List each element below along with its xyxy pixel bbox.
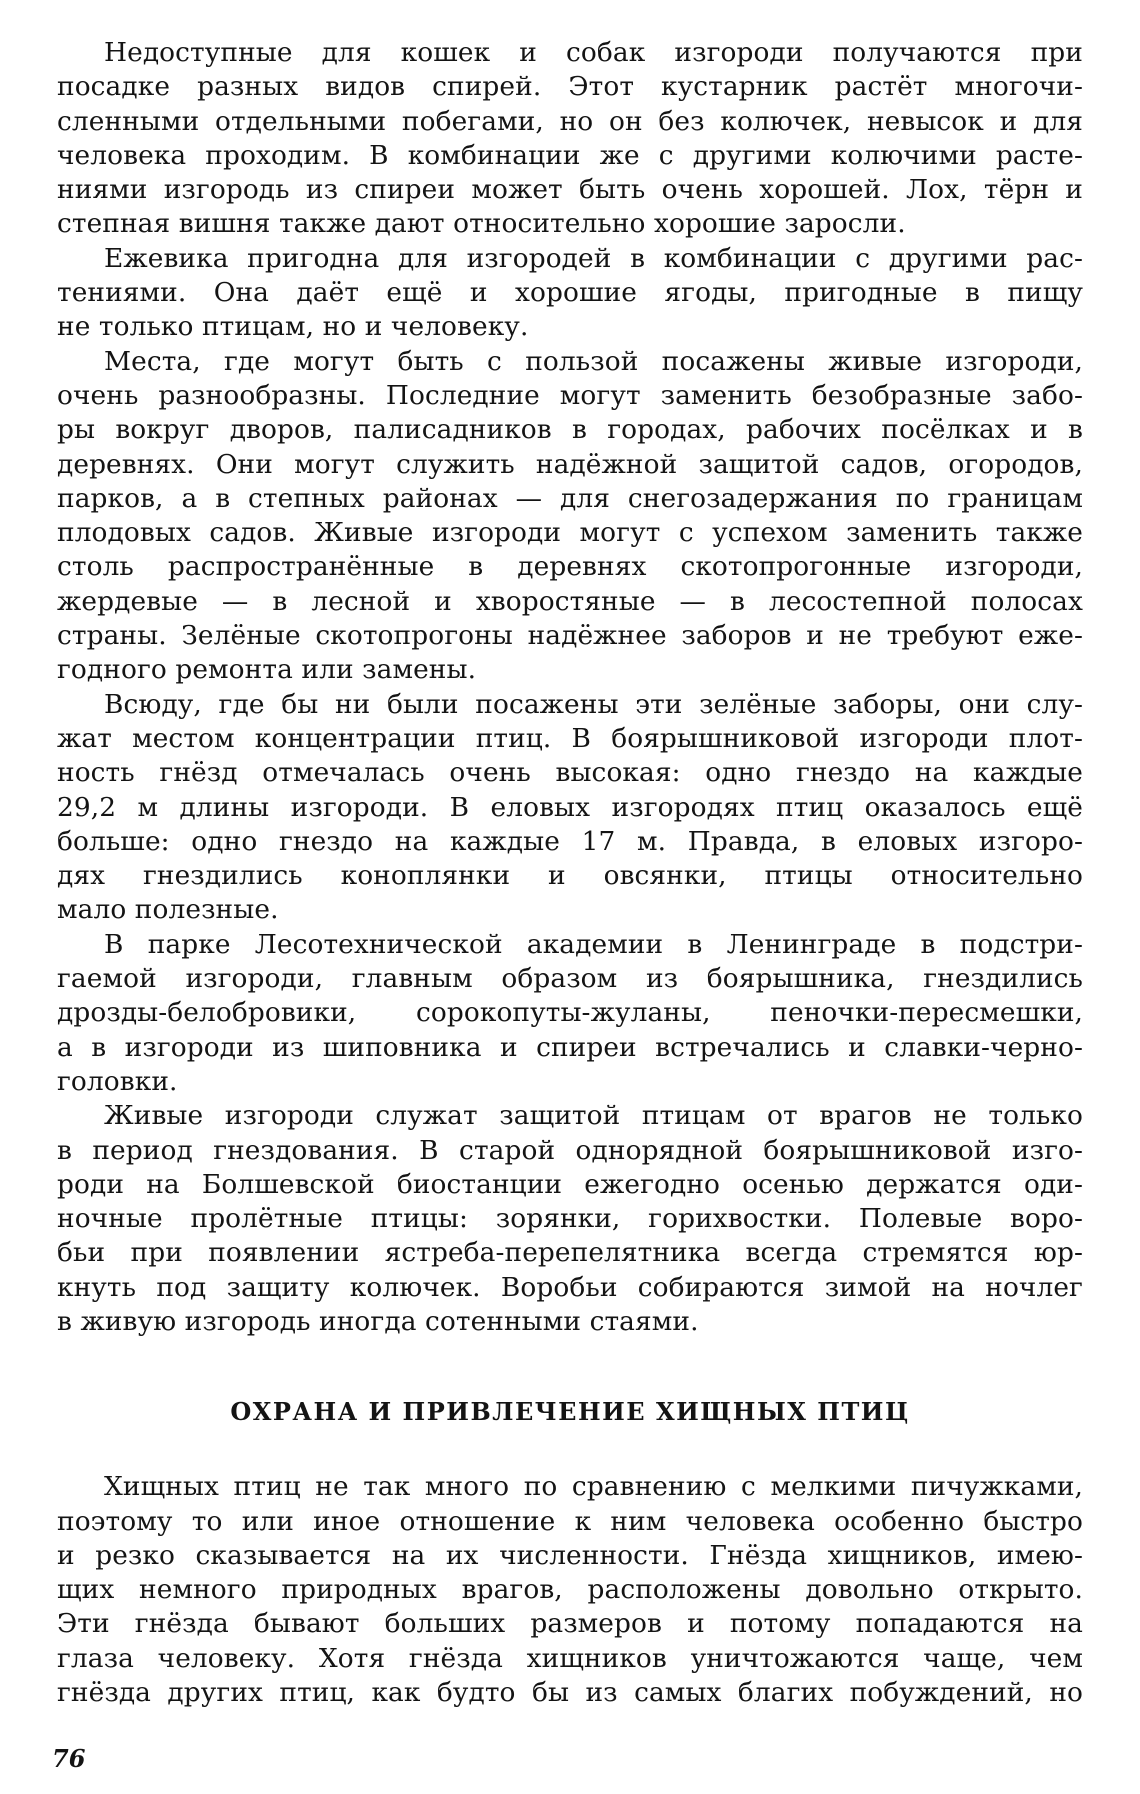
text-line: Живые изгороди служат защитой птицам от врагов не только (104, 1100, 1083, 1132)
text-line: В парке Лесотехнической академии в Ленинграде в подстри- (104, 928, 1083, 960)
text-line: парков, а в степных районах — для снегозадержания по границам (57, 482, 1083, 514)
text-line: бьи при появлении ястреба-перепелятника всегда стремятся юр- (57, 1237, 1083, 1269)
text-line: не только птицам, но и человеку. (57, 311, 529, 343)
paragraph-blackberry (57, 242, 1083, 345)
paragraph-protection (57, 1099, 1083, 1339)
text-line: Хищных птиц не так много по сравнению с мелкими пичужками, (104, 1471, 1083, 1503)
text-line: ночные пролётные птицы: зорянки, горихвостки. Полевые воро- (57, 1203, 1083, 1235)
section-heading: ОХРАНА И ПРИВЛЕЧЕНИЕ ХИЩНЫХ ПТИЦ (230, 1397, 910, 1427)
text-line: гаемой изгороди, главным образом из боярышника, гнездились (57, 963, 1083, 995)
text-line: щих немного природных врагов, расположены довольно открыто. (57, 1574, 1083, 1606)
text-line: и резко сказывается на их численности. Гнёзда хищников, имею- (57, 1539, 1083, 1571)
page-body (57, 36, 1083, 1710)
text-line: Ежевика пригодна для изгородей в комбинации с другими рас- (104, 242, 1083, 274)
text-line: поэтому то или иное отношение к ним человека особенно быстро (57, 1505, 1083, 1537)
text-line: Места, где могут быть с пользой посажены живые изгороди, (104, 345, 1083, 377)
text-line: Всюду, где бы ни были посажены эти зелёные заборы, они слу- (104, 688, 1083, 720)
text-line: страны. Зелёные скотопрогоны надёжнее заборов и не требуют еже- (57, 620, 1083, 652)
text-line: в период гнездования. В старой однорядной боярышниковой изго- (57, 1134, 1083, 1166)
page-number: 76 (52, 1744, 86, 1773)
paragraph-forestry-academy (57, 928, 1083, 1099)
text-line: жат местом концентрации птиц. В боярышниковой изгороди плот- (57, 722, 1083, 754)
text-line: годного ремонта или замены. (57, 654, 477, 686)
text-line: в живую изгородь иногда сотенными стаями. (57, 1305, 699, 1337)
text-line: роди на Болшевской биостанции ежегодно осенью держатся оди- (57, 1168, 1083, 1200)
paragraph-bird-concentration (57, 688, 1083, 928)
text-line: глаза человеку. Хотя гнёзда хищников уничтожаются чаще, чем (57, 1642, 1083, 1674)
text-line: ниями изгородь из спиреи может быть очень хорошей. Лох, тёрн и (57, 174, 1083, 206)
paragraph-raptors (57, 1470, 1083, 1710)
text-line: кнуть под защиту колючек. Воробьи собираются зимой на ночлег (57, 1271, 1083, 1303)
paragraph-hedge-places (57, 345, 1083, 688)
text-line: мало полезные. (57, 894, 279, 926)
text-line: посадке разных видов спирей. Этот кустарник растёт многочи- (57, 71, 1083, 103)
text-line: Эти гнёзда бывают больших размеров и потому попадаются на (57, 1608, 1083, 1640)
text-line: дях гнездились коноплянки и овсянки, птицы относительно (57, 860, 1083, 892)
text-line: Недоступные для кошек и собак изгороди получаются при (104, 37, 1083, 68)
text-line: ры вокруг дворов, палисадников в городах, рабочих посёлках и в (57, 414, 1083, 446)
text-line: степная вишня также дают относительно хорошие заросли. (57, 208, 906, 240)
text-line: больше: одно гнездо на каждые 17 м. Правда, в еловых изгоро- (57, 825, 1083, 857)
text-line: жердевые — в лесной и хворостяные — в лесостепной полосах (57, 585, 1083, 617)
text-line: плодовых садов. Живые изгороди могут с успехом заменить также (57, 517, 1083, 549)
text-line: сленными отдельными побегами, но он без колючек, невысок и для (57, 105, 1083, 137)
paragraph-spirea (57, 36, 1083, 242)
text-line: 29,2 м длины изгороди. В еловых изгородях птиц оказалось ещё (57, 791, 1083, 823)
text-line: человека проходим. В комбинации же с другими колючими расте- (57, 139, 1083, 171)
text-line: гнёзда других птиц, как будто бы из самых благих побуждений, но (57, 1677, 1083, 1709)
text-line: ность гнёзд отмечалась очень высокая: одно гнездо на каждые (57, 757, 1083, 789)
text-line: дрозды-белобровики, сорокопуты-жуланы, пеночки-пересмешки, (57, 997, 1083, 1029)
text-line: очень разнообразны. Последние могут заменить безобразные забо- (57, 379, 1083, 411)
text-line: столь распространённые в деревнях скотопрогонные изгороди, (57, 551, 1083, 583)
text-line: а в изгороди из шиповника и спиреи встречались и славки-черно- (57, 1031, 1083, 1063)
text-line: деревнях. Они могут служить надёжной защитой садов, огородов, (57, 448, 1083, 480)
text-line: головки. (57, 1065, 178, 1097)
text-line: тениями. Она даёт ещё и хорошие ягоды, пригодные в пищу (57, 277, 1083, 309)
